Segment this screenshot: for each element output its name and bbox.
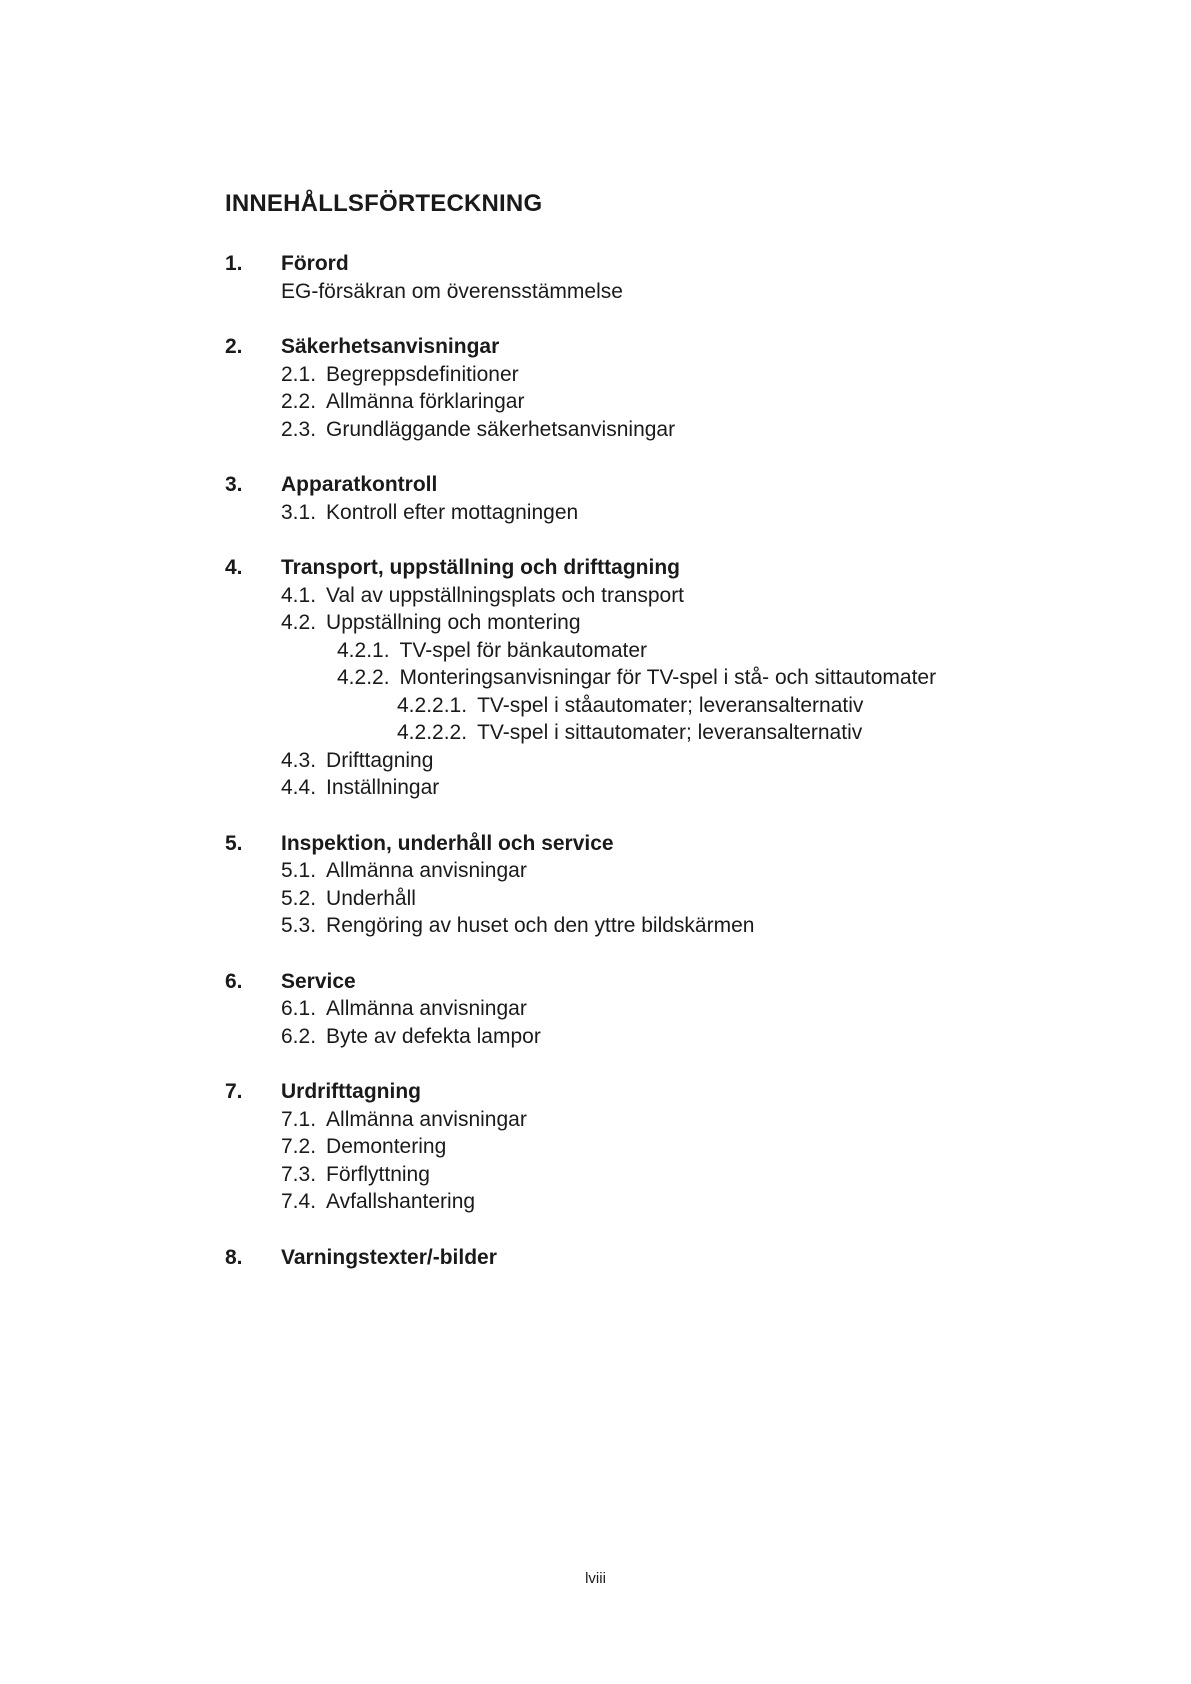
toc-entry-label: Inställningar bbox=[326, 776, 440, 799]
toc-entry-number: 4.1. bbox=[281, 583, 317, 607]
table-of-contents bbox=[225, 250, 1125, 1299]
toc-entry-label: Allmänna anvisningar bbox=[326, 997, 527, 1020]
toc-entry-number: 6.1. bbox=[281, 997, 317, 1020]
page-number: lviii bbox=[585, 1570, 606, 1587]
toc-entry bbox=[225, 416, 1125, 444]
toc-section-heading bbox=[225, 1244, 1125, 1272]
toc-entry bbox=[225, 609, 1125, 637]
toc-section-title: Varningstexter/-bilder bbox=[281, 1245, 497, 1269]
toc-section-heading bbox=[225, 554, 1125, 582]
toc-section-number: 6. bbox=[225, 969, 243, 993]
toc-entry-label: TV-spel i sittautomater; leveransalternativ bbox=[477, 721, 863, 744]
toc-section bbox=[225, 554, 1125, 802]
toc-section-number: 4. bbox=[225, 556, 243, 579]
toc-entry-number: 4.4. bbox=[281, 776, 317, 799]
toc-section bbox=[225, 333, 1125, 443]
toc-entry-number: 4.2.2.2. bbox=[397, 721, 468, 744]
toc-section-heading bbox=[225, 471, 1125, 499]
toc-section-title: Urdrifttagning bbox=[281, 1080, 421, 1103]
toc-section bbox=[225, 471, 1125, 526]
toc-entry-number: 3.1. bbox=[281, 500, 317, 524]
toc-entry bbox=[225, 1188, 1125, 1216]
toc-section-heading bbox=[225, 333, 1125, 361]
toc-entry bbox=[225, 885, 1125, 913]
toc-entry-number: 7.2. bbox=[281, 1135, 317, 1158]
toc-entry-label: Förflyttning bbox=[326, 1162, 430, 1186]
toc-section bbox=[225, 1244, 1125, 1272]
toc-section-title: Förord bbox=[281, 252, 349, 275]
toc-entry-label: Avfallshantering bbox=[326, 1190, 476, 1213]
toc-entry bbox=[225, 995, 1125, 1023]
toc-entry bbox=[225, 637, 1125, 665]
toc-entry bbox=[225, 857, 1125, 885]
toc-entry-label: Kontroll efter mottagningen bbox=[326, 500, 579, 524]
toc-entry-number: 2.2. bbox=[281, 390, 317, 413]
toc-entry-number: 2.1. bbox=[281, 362, 317, 386]
toc-entry-number: 4.2.2. bbox=[337, 666, 390, 689]
toc-entry bbox=[225, 1133, 1125, 1161]
toc-entry-number: 7.3. bbox=[281, 1162, 317, 1186]
toc-section-number: 5. bbox=[225, 831, 243, 855]
toc-section-title: Transport, uppställning och drifttagning bbox=[281, 556, 680, 579]
page-title: INNEHÅLLSFÖRTECKNING bbox=[225, 190, 543, 217]
toc-entry-label: Allmänna anvisningar bbox=[326, 859, 527, 882]
toc-section bbox=[225, 968, 1125, 1051]
toc-entry bbox=[225, 774, 1125, 802]
toc-entry-label: Monteringsanvisningar för TV-spel i stå- och sittautomater bbox=[399, 666, 937, 689]
toc-entry-number: 4.2. bbox=[281, 611, 317, 634]
toc-entry-label: Rengöring av huset och den yttre bildskärmen bbox=[326, 914, 755, 937]
toc-entry bbox=[225, 912, 1125, 940]
toc-entry-label: Begreppsdefinitioner bbox=[326, 362, 519, 386]
toc-entry-label: Allmänna anvisningar bbox=[326, 1107, 527, 1131]
toc-entry bbox=[225, 747, 1125, 775]
toc-section-number: 7. bbox=[225, 1080, 243, 1103]
toc-entry bbox=[225, 1161, 1125, 1189]
toc-entry-label: Drifttagning bbox=[326, 748, 434, 772]
toc-entry-label: Underhåll bbox=[326, 886, 416, 910]
toc-entry bbox=[225, 1023, 1125, 1051]
toc-section-heading bbox=[225, 968, 1125, 996]
toc-section-title: Apparatkontroll bbox=[281, 473, 438, 496]
toc-section-heading bbox=[225, 1078, 1125, 1106]
toc-section-title: Säkerhetsanvisningar bbox=[281, 335, 500, 358]
toc-entry-number: 5.2. bbox=[281, 886, 317, 910]
toc-section-heading bbox=[225, 250, 1125, 278]
toc-entry-number: 4.2.2.1. bbox=[397, 693, 468, 717]
toc-entry bbox=[225, 388, 1125, 416]
toc-entry bbox=[225, 582, 1125, 610]
toc-entry-label: Allmänna förklaringar bbox=[326, 390, 525, 413]
toc-entry-number: 4.3. bbox=[281, 748, 317, 772]
toc-entry-label: Demontering bbox=[326, 1135, 447, 1158]
toc-entry-number: 4.2.1. bbox=[337, 638, 390, 662]
toc-entry-label: TV-spel i ståautomater; leveransalternativ bbox=[477, 693, 864, 717]
toc-entry-label: Byte av defekta lampor bbox=[326, 1024, 541, 1048]
toc-section-number: 1. bbox=[225, 252, 243, 275]
toc-entry bbox=[225, 692, 1125, 720]
toc-entry bbox=[225, 1106, 1125, 1134]
toc-section-number: 3. bbox=[225, 473, 243, 496]
toc-section-number: 2. bbox=[225, 335, 243, 358]
toc-section bbox=[225, 1078, 1125, 1216]
toc-entry-label: Val av uppställningsplats och transport bbox=[326, 583, 685, 607]
toc-entry-number: 7.1. bbox=[281, 1107, 317, 1131]
toc-entry bbox=[225, 719, 1125, 747]
toc-section bbox=[225, 830, 1125, 940]
toc-entry-label: Grundläggande säkerhetsanvisningar bbox=[326, 417, 676, 441]
toc-section bbox=[225, 250, 1125, 305]
toc-section-title: Inspektion, underhåll och service bbox=[281, 831, 614, 855]
toc-entry-number: 2.3. bbox=[281, 417, 317, 441]
toc-entry-label: EG-försäkran om överensstämmelse bbox=[281, 279, 623, 303]
toc-entry-number: 5.3. bbox=[281, 914, 317, 937]
toc-entry-label: TV-spel för bänkautomater bbox=[399, 638, 648, 662]
toc-entry-label: Uppställning och montering bbox=[326, 611, 581, 634]
toc-entry bbox=[225, 664, 1125, 692]
toc-entry-number: 7.4. bbox=[281, 1190, 317, 1213]
toc-entry bbox=[225, 278, 1125, 306]
toc-entry-number: 5.1. bbox=[281, 859, 317, 882]
toc-entry bbox=[225, 361, 1125, 389]
toc-entry-number: 6.2. bbox=[281, 1024, 317, 1048]
toc-section-number: 8. bbox=[225, 1245, 243, 1269]
toc-section-title: Service bbox=[281, 969, 356, 993]
toc-entry bbox=[225, 499, 1125, 527]
toc-section-heading bbox=[225, 830, 1125, 858]
